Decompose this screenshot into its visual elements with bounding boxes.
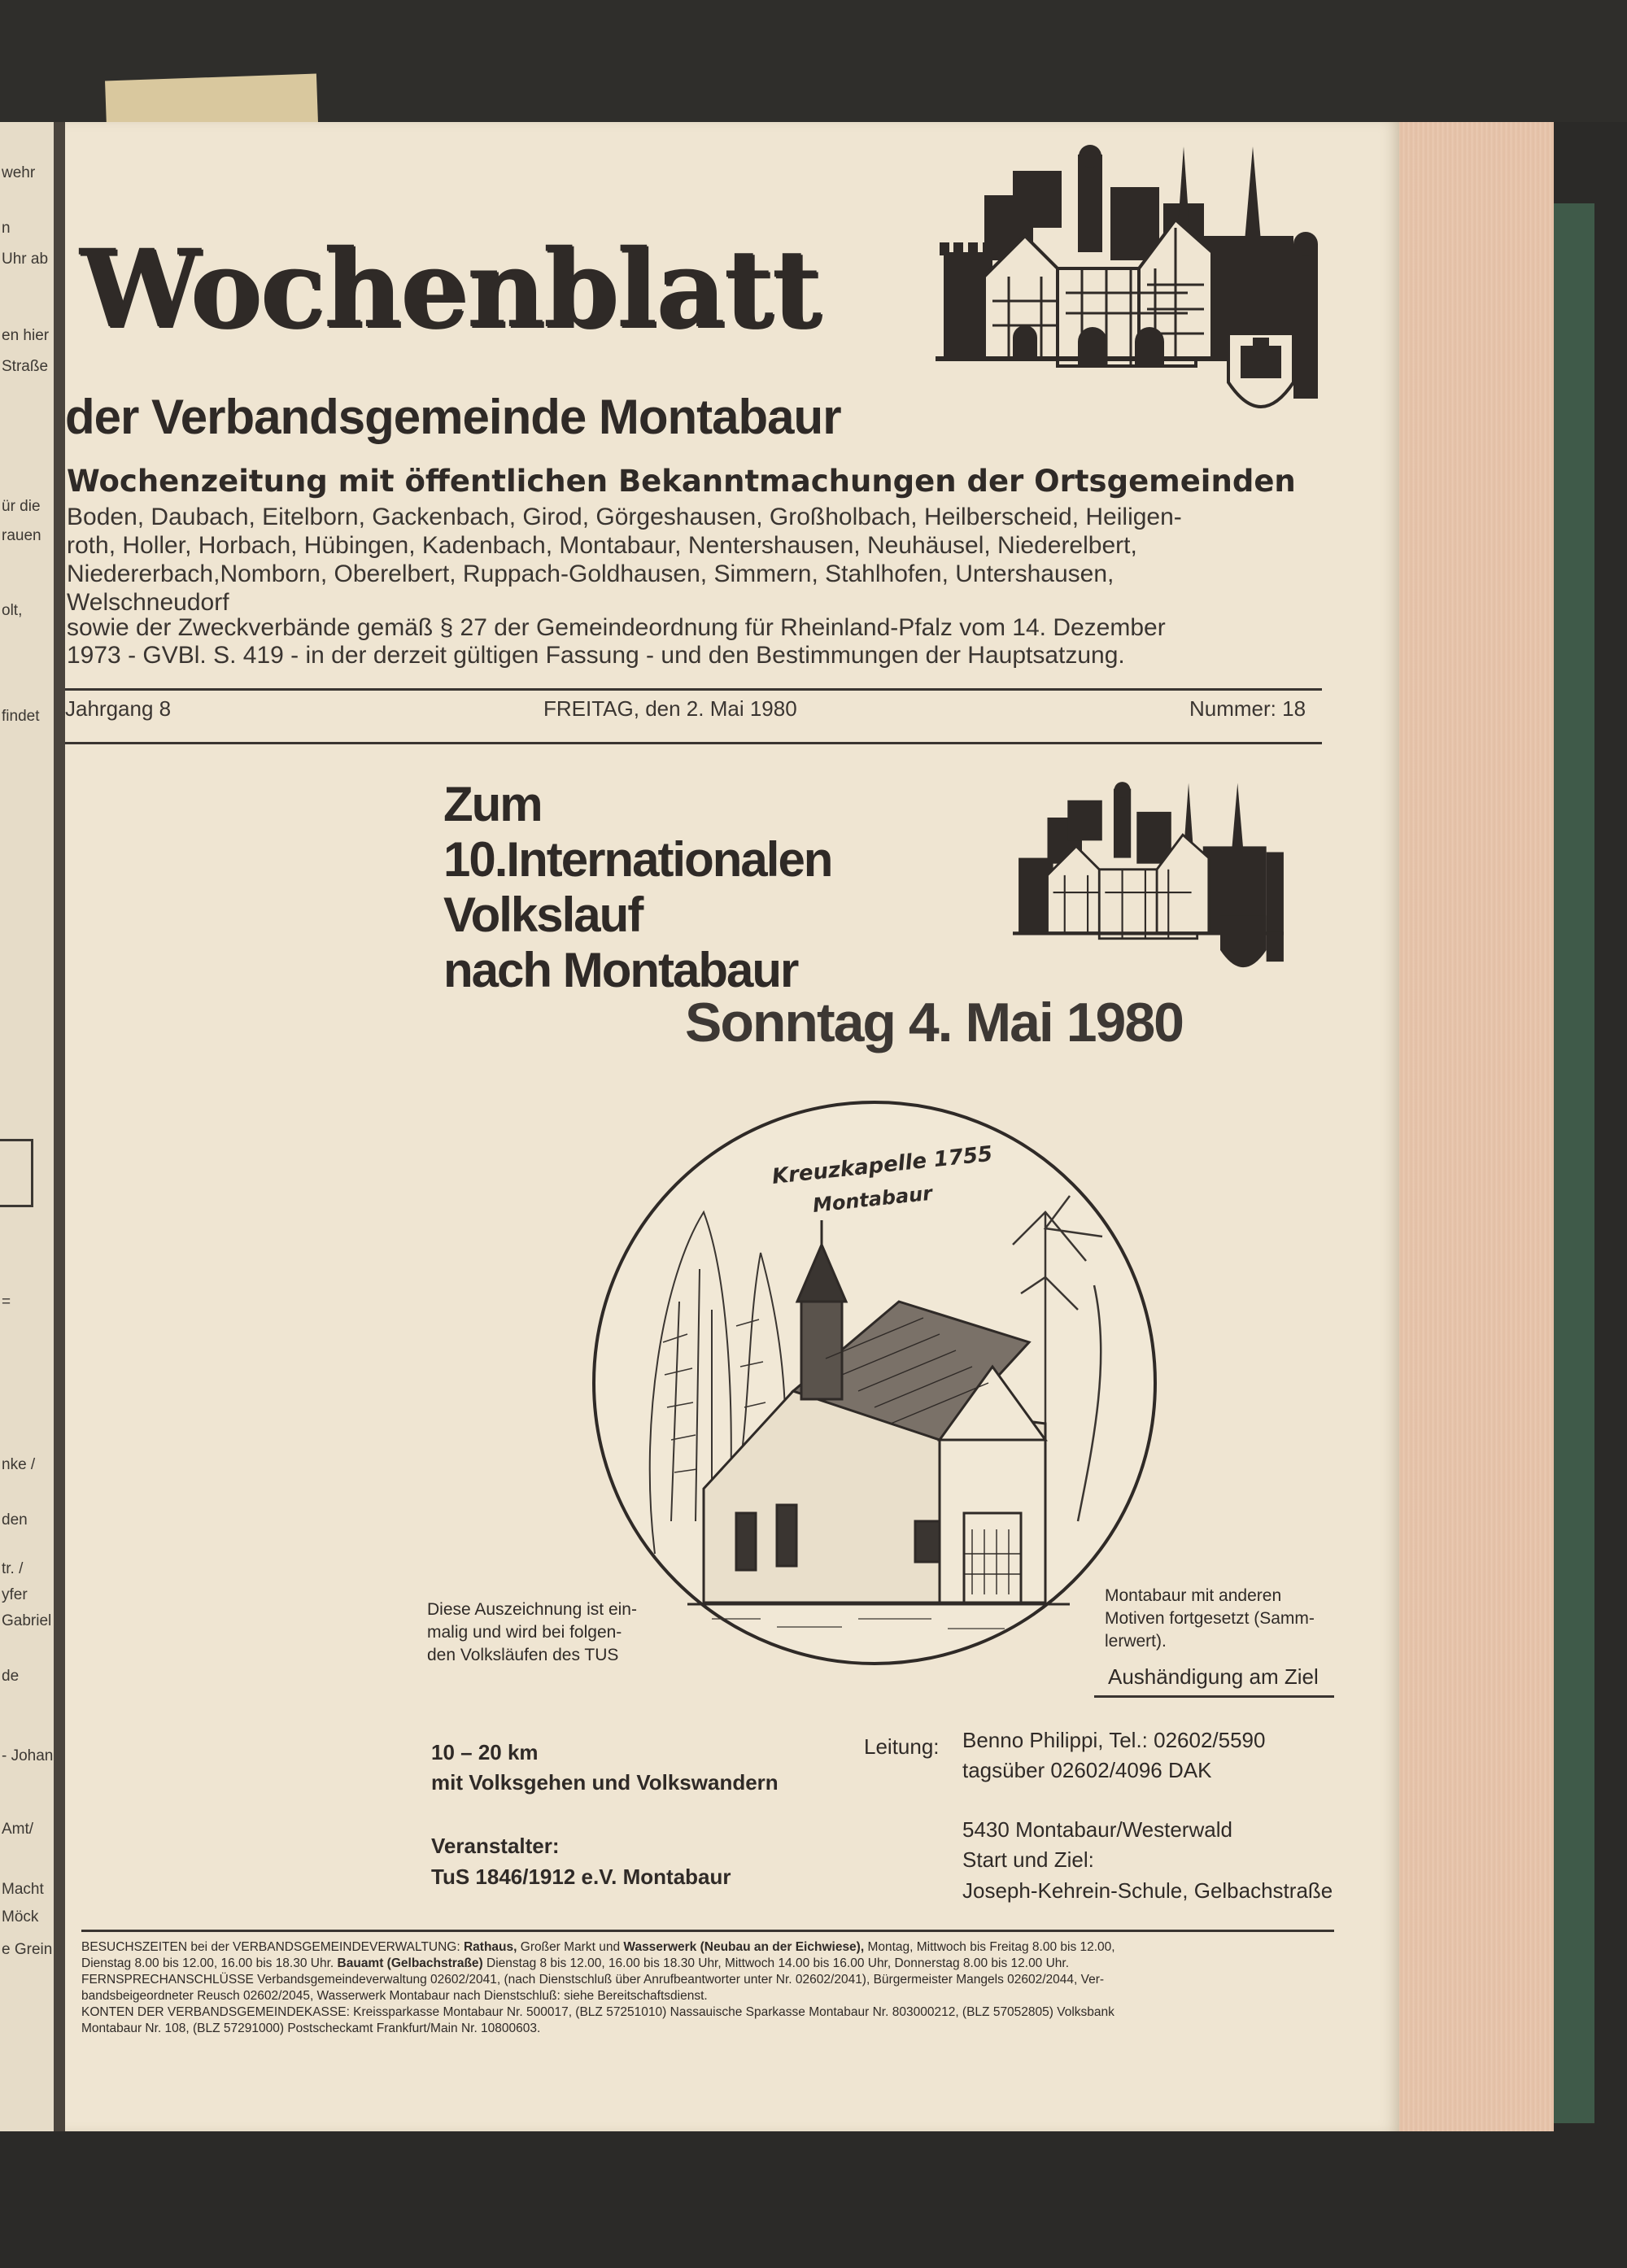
footer-line: Montabaur Nr. 108, (BLZ 57291000) Postscheckamt Frankfurt/Main Nr. 10800603. xyxy=(81,2022,541,2035)
organizer: TuS 1846/1912 e.V. Montabaur xyxy=(431,1865,731,1889)
start-label: Start und Ziel: xyxy=(962,1847,1094,1872)
ad-headline-line: Volkslauf xyxy=(443,888,643,942)
race-distance: 10 – 20 km xyxy=(431,1740,539,1764)
book-cover-edge xyxy=(1554,203,1594,2123)
start-place: Joseph-Kehrein-Schule, Gelbachstraße xyxy=(962,1878,1333,1903)
ad-headline-line: Zum xyxy=(443,777,542,831)
member-towns xyxy=(67,503,1336,617)
footer-line xyxy=(81,1956,1334,1972)
address: 5430 Montabaur/Westerwald xyxy=(962,1817,1232,1842)
left-fragment: den xyxy=(2,1511,28,1529)
caption-line: Montabaur mit anderen xyxy=(1105,1586,1282,1605)
left-fragment: Gabriel xyxy=(2,1612,52,1629)
towns-line: roth, Holler, Horbach, Hübingen, Kadenbach, Montabaur, Nentershausen, Neuhäusel, Niederelbert, xyxy=(67,532,1137,559)
award-rule xyxy=(1094,1695,1334,1698)
footer-text: BESUCHSZEITEN bei der VERBANDSGEMEINDEVERWALTUNG: xyxy=(81,1940,464,1954)
ad-headline-line: 10.Internationalen xyxy=(443,832,832,887)
left-fragment: Amt/ xyxy=(2,1821,34,1838)
ad-headline xyxy=(443,777,948,998)
organizer-label: Veranstalter: xyxy=(431,1834,560,1858)
left-fragment: n xyxy=(2,220,11,237)
header-rule-bottom xyxy=(65,742,1322,744)
footer-line xyxy=(81,1939,1334,1956)
medal-inscription: Montabaur xyxy=(811,1181,934,1217)
left-fragment: tr. / xyxy=(2,1560,24,1577)
footer-text-bold: Rathaus, xyxy=(463,1940,517,1954)
zweck-line: sowie der Zweckverbände gemäß § 27 der Gemeindeordnung für Rheinland-Pfalz vom 14. Dezember xyxy=(67,614,1166,641)
zweckverband-note xyxy=(67,614,1336,669)
towns-line: Boden, Daubach, Eitelborn, Gackenbach, Girod, Görgeshausen, Großholbach, Heilberscheid, Heiligen- xyxy=(67,504,1182,530)
footer-text-bold: Wasserwerk (Neubau an der Eichwiese), xyxy=(623,1940,865,1954)
background-bottom xyxy=(0,2131,1627,2268)
zweck-line: 1973 - GVBl. S. 419 - in der derzeit gültigen Fassung - und den Bestimmungen der Hauptsatzung. xyxy=(67,642,1125,669)
towns-line: Niedererbach,Nomborn, Oberelbert, Ruppach-Goldhausen, Simmern, Stahlhofen, Untershausen, xyxy=(67,560,1114,587)
caption-left xyxy=(427,1599,720,1667)
left-fragment: Straße xyxy=(2,358,49,375)
left-fragment: wehr xyxy=(2,164,36,181)
footer-text: Montag, Mittwoch bis Freitag 8.00 bis 12.00, xyxy=(864,1940,1115,1954)
footer-notice xyxy=(81,1939,1334,2037)
previous-page-sliver xyxy=(0,122,55,2139)
race-distance-sub: mit Volksgehen und Volkswandern xyxy=(431,1770,779,1795)
medal-illustration xyxy=(590,1098,1159,1668)
caption-line: malig und wird bei folgen- xyxy=(427,1623,622,1642)
header-rule-top xyxy=(65,688,1322,691)
left-fragment: = xyxy=(2,1293,11,1311)
left-page-box xyxy=(0,1139,33,1207)
left-fragment: rauen xyxy=(2,527,41,544)
left-fragment: ür die xyxy=(2,498,41,515)
castle-emblem-small-icon xyxy=(1013,777,1289,997)
caption-line: den Volksläufen des TUS xyxy=(427,1646,619,1664)
footer-text: Dienstag 8.00 bis 12.00, 16.00 bis 18.30 Uhr. xyxy=(81,1956,338,1970)
footer-text: Dienstag 8 bis 12.00, 16.00 bis 18.30 Uhr, Mittwoch 14.00 bis 16.00 Uhr, Donnerstag 8.00 bis 12.00 Uhr. xyxy=(482,1956,1070,1970)
masthead-subtitle: der Verbandsgemeinde Montabaur xyxy=(65,390,841,444)
caption-line: Diese Auszeichnung ist ein- xyxy=(427,1600,637,1619)
book-gutter xyxy=(54,122,65,2139)
castle-emblem-icon xyxy=(936,138,1326,447)
lead-contact: Benno Philippi, Tel.: 02602/5590 xyxy=(962,1728,1266,1752)
masthead-title: Wochenblatt xyxy=(80,226,820,352)
footer-line: bandsbeigeordneter Reusch 02602/2045, Wasserwerk Montabaur nach Dienstschluß: siehe Bereitschaftsdienst. xyxy=(81,1989,708,2003)
lead-contact-day: tagsüber 02602/4096 DAK xyxy=(962,1758,1212,1782)
race-date: Sonntag 4. Mai 1980 xyxy=(685,992,1183,1053)
left-fragment: - Johan xyxy=(2,1747,54,1764)
left-fragment: olt, xyxy=(2,602,23,619)
left-fragment: de xyxy=(2,1668,20,1685)
left-fragment: Uhr ab xyxy=(2,251,49,268)
towns-line: Welschneudorf xyxy=(67,589,229,616)
caption-right xyxy=(1105,1585,1349,1653)
masthead-tagline: Wochenzeitung mit öffentlichen Bekanntmachungen der Ortsgemeinden xyxy=(67,464,1296,499)
footer-line: KONTEN DER VERBANDSGEMEINDEKASSE: Kreissparkasse Montabaur Nr. 500017, (BLZ 57251010) Nassauische Sparkasse Montabaur Nr. 803000212, (BLZ 57052805) Volksbank xyxy=(81,2005,1114,2019)
left-fragment: Macht xyxy=(2,1881,44,1898)
footer-line: FERNSPRECHANSCHLÜSSE Verbandsgemeindeverwaltung 02602/2041, (nach Dienstschluß über Anrufbeantworter unter Nr. 02602/2041), Bürgermeister Mangels 02602/2044, Ver- xyxy=(81,1973,1105,1987)
issue-number: Nummer: 18 xyxy=(1189,696,1306,721)
left-fragment: findet xyxy=(2,708,40,725)
page-edges xyxy=(1399,122,1554,2131)
issue-jahrgang: Jahrgang 8 xyxy=(65,696,172,721)
medal-inscription: Kreuzkapelle 1755 xyxy=(770,1141,994,1189)
footer-rule xyxy=(81,1930,1334,1932)
lead-label: Leitung: xyxy=(864,1734,940,1759)
footer-text: Großer Markt und xyxy=(517,1940,624,1954)
footer-text-bold: Bauamt (Gelbachstraße) xyxy=(337,1956,483,1970)
caption-line: lerwert). xyxy=(1105,1632,1167,1651)
issue-date: FREITAG, den 2. Mai 1980 xyxy=(543,696,797,721)
award-note: Aushändigung am Ziel xyxy=(1108,1664,1319,1689)
ad-headline-line: nach Montabaur xyxy=(443,943,798,997)
left-fragment: yfer xyxy=(2,1586,28,1603)
left-fragment: e Grein xyxy=(2,1941,53,1958)
left-fragment: nke / xyxy=(2,1456,36,1473)
caption-line: Motiven fortgesetzt (Samm- xyxy=(1105,1609,1315,1628)
left-fragment: Möck xyxy=(2,1908,39,1926)
left-fragment: en hier xyxy=(2,327,50,344)
